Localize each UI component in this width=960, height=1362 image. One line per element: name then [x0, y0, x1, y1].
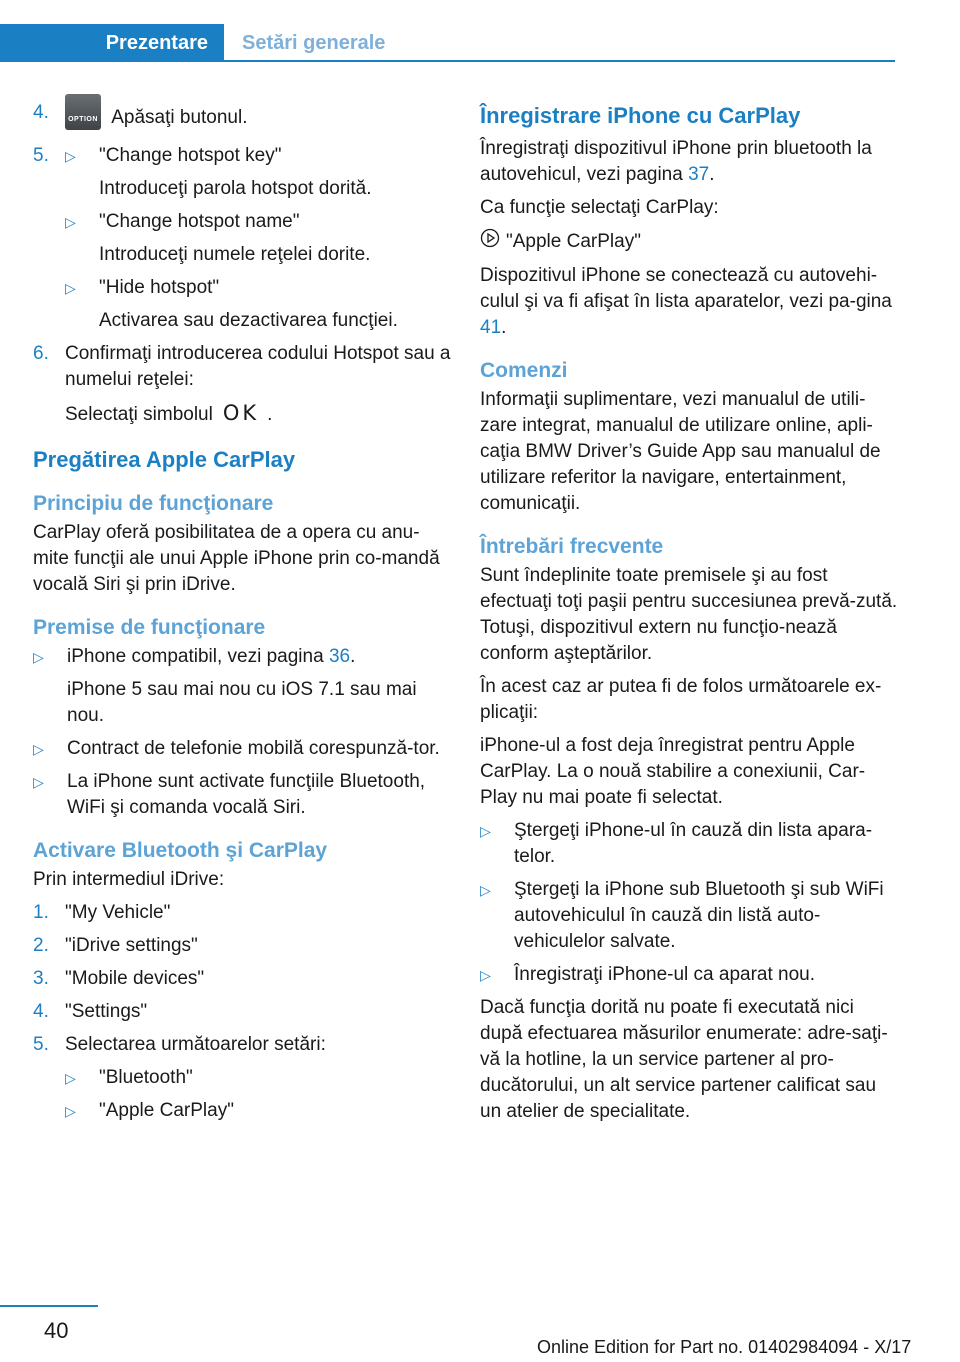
option-button-icon: OPTION [65, 94, 101, 130]
left-column [33, 100, 453, 1131]
triangle-bullet-icon: ▷ [33, 649, 44, 665]
page-link[interactable]: 41 [480, 317, 502, 338]
paragraph: iPhone-ul a fost deja înregistrat pentru Apple CarPlay. La o nouă stabilire a conexiunii, Car‐Play nu mai poate fi selectat. [480, 735, 866, 808]
footer-divider [0, 1305, 98, 1307]
triangle-bullet-icon: ▷ [480, 823, 491, 839]
tab-setari-generale[interactable]: Setări generale [242, 31, 386, 54]
ok-symbol-icon: OK [222, 401, 260, 425]
page-header [0, 0, 960, 62]
triangle-bullet-icon: ▷ [65, 214, 76, 230]
steps-list [33, 900, 453, 1058]
step-text: Selectarea următoarelor setări: [65, 1034, 326, 1055]
paragraph: Sunt îndeplinite toate premisele şi au fost efectuaţi toţi paşii pentru succesiunea prevă‐zută. Totuşi, dispozitivul extern nu funcţio‐nează conform aşteptărilor. [480, 565, 898, 664]
bullet-text: "Bluetooth" [99, 1067, 193, 1088]
step-text: "My Vehicle" [65, 902, 171, 923]
edition-note: Online Edition for Part no. 01402984094 - X/17 [537, 1337, 912, 1357]
step-number: 4. [33, 102, 49, 123]
page-link[interactable]: 37 [688, 164, 710, 185]
list-item: ▷ iPhone compatibil, vezi pagina 36. [33, 644, 453, 670]
header-divider [0, 60, 895, 62]
subsection-heading: Întrebări frecvente [480, 535, 664, 558]
step-number: 1. [33, 902, 49, 923]
paragraph: În acest caz ar putea fi de folos următoarele ex‐plicaţii: [480, 676, 882, 723]
bullet-text: La iPhone sunt activate funcţiile Bluetooth, WiFi şi comanda vocală Siri. [67, 771, 426, 818]
bullet-text: "Change hotspot key" [99, 145, 282, 166]
step-number: 3. [33, 968, 49, 989]
step-text: Apăsaţi butonul. [111, 107, 248, 129]
tab-prezentare[interactable]: Prezentare [0, 24, 224, 62]
paragraph: Prin intermediul iDrive: [33, 869, 225, 890]
bullet-text: "Change hotspot name" [99, 211, 300, 232]
list-item [65, 209, 453, 235]
paragraph: Dispozitivul iPhone se conectează cu autovehi‐culul şi va fi afişat în lista aparatelor, vezi pa‐gina 41. [480, 265, 892, 338]
step-number: 6. [33, 343, 49, 364]
list-item [33, 769, 453, 821]
subsection-heading: Premise de funcţionare [33, 616, 266, 639]
list-item [33, 999, 453, 1025]
list-item [480, 877, 900, 955]
list-item [33, 933, 453, 959]
step-text: "iDrive settings" [65, 935, 198, 956]
triangle-bullet-icon: ▷ [65, 148, 76, 164]
list-item [33, 966, 453, 992]
list-item [33, 100, 453, 136]
step-text: Confirmaţi introducerea codului Hotspot sau a numelui reţelei: [65, 343, 451, 390]
bullet-text: Ştergeţi la iPhone sub Bluetooth şi sub WiFi autovehiculul în cauză din listă auto‐vehiculelor salvate. [514, 879, 884, 952]
select-ok-line: Selectaţi simbolul OK . [65, 401, 273, 425]
list-item [33, 1032, 453, 1058]
step-number: 5. [33, 1034, 49, 1055]
list-item [65, 275, 453, 301]
carplay-option: "Apple CarPlay" [480, 228, 900, 256]
step-number: 2. [33, 935, 49, 956]
bullet-desc: Introduceţi parola hotspot dorită. [99, 178, 372, 199]
triangle-bullet-icon: ▷ [480, 967, 491, 983]
subsection-heading: Comenzi [480, 359, 568, 382]
play-circle-icon [480, 228, 502, 256]
list-item [33, 900, 453, 926]
subsection-heading: Principiu de funcţionare [33, 492, 274, 515]
list-item [33, 736, 453, 762]
list-item [480, 818, 900, 870]
bullet-text: "Hide hotspot" [99, 277, 220, 298]
triangle-bullet-icon: ▷ [480, 882, 491, 898]
triangle-bullet-icon: ▷ [33, 774, 44, 790]
triangle-bullet-icon: ▷ [65, 1070, 76, 1086]
step-text: "Settings" [65, 1001, 148, 1022]
bullet-text: "Apple CarPlay" [99, 1100, 234, 1121]
list-item [480, 962, 900, 988]
triangle-bullet-icon: ▷ [33, 741, 44, 757]
list-item [65, 1098, 453, 1124]
list-item [33, 341, 453, 393]
page-number: 40 [44, 1318, 69, 1343]
section-heading: Înregistrare iPhone cu CarPlay [480, 103, 801, 128]
paragraph: Înregistraţi dispozitivul iPhone prin bluetooth la autovehicul, vezi pagina 37. [480, 138, 872, 185]
bullet-text: Contract de telefonie mobilă corespunză‐tor. [67, 738, 440, 759]
step-number: 5. [33, 145, 49, 166]
section-heading: Pregătirea Apple CarPlay [33, 447, 296, 472]
bullet-text: Înregistraţi iPhone-ul ca aparat nou. [514, 964, 816, 985]
paragraph: Dacă funcţia dorită nu poate fi executată nici după efectuarea măsurilor enumerate: adre‐saţi-vă la hotline, la un service partener al pro‐ducătorului, un alt service partener calificat sau un atelier de specialitate. [480, 997, 888, 1122]
list-item [33, 143, 453, 169]
list-item [65, 1065, 453, 1091]
paragraph: Informaţii suplimentare, vezi manualul de utili‐zare integrat, manualul de utilizare online, apli‐caţia BMW Driver’s Guide App sau manualul de utilizare referitor la navigare, entertainment, comunicaţii. [480, 389, 881, 514]
bullet-desc: iPhone 5 sau mai nou cu iOS 7.1 sau mai nou. [67, 679, 417, 726]
bullet-desc: Introduceţi numele reţelei dorite. [99, 244, 371, 265]
bullet-desc: Activarea sau dezactivarea funcţiei. [99, 310, 398, 331]
page-link[interactable]: 36 [328, 646, 351, 667]
bullet-text: Ştergeţi iPhone-ul în cauză din lista apara‐telor. [514, 820, 873, 867]
paragraph: CarPlay oferă posibilitatea de a opera cu anu‐mite funcţii ale unui Apple iPhone prin co‐mandă vocală Siri şi prin iDrive. [33, 522, 440, 595]
paragraph: Ca funcţie selectaţi CarPlay: [480, 197, 719, 218]
right-column [480, 100, 900, 1132]
subsection-heading: Activare Bluetooth şi CarPlay [33, 839, 328, 862]
triangle-bullet-icon: ▷ [65, 1103, 76, 1119]
triangle-bullet-icon: ▷ [65, 280, 76, 296]
step-text: "Mobile devices" [65, 968, 205, 989]
step-number: 4. [33, 1001, 49, 1022]
